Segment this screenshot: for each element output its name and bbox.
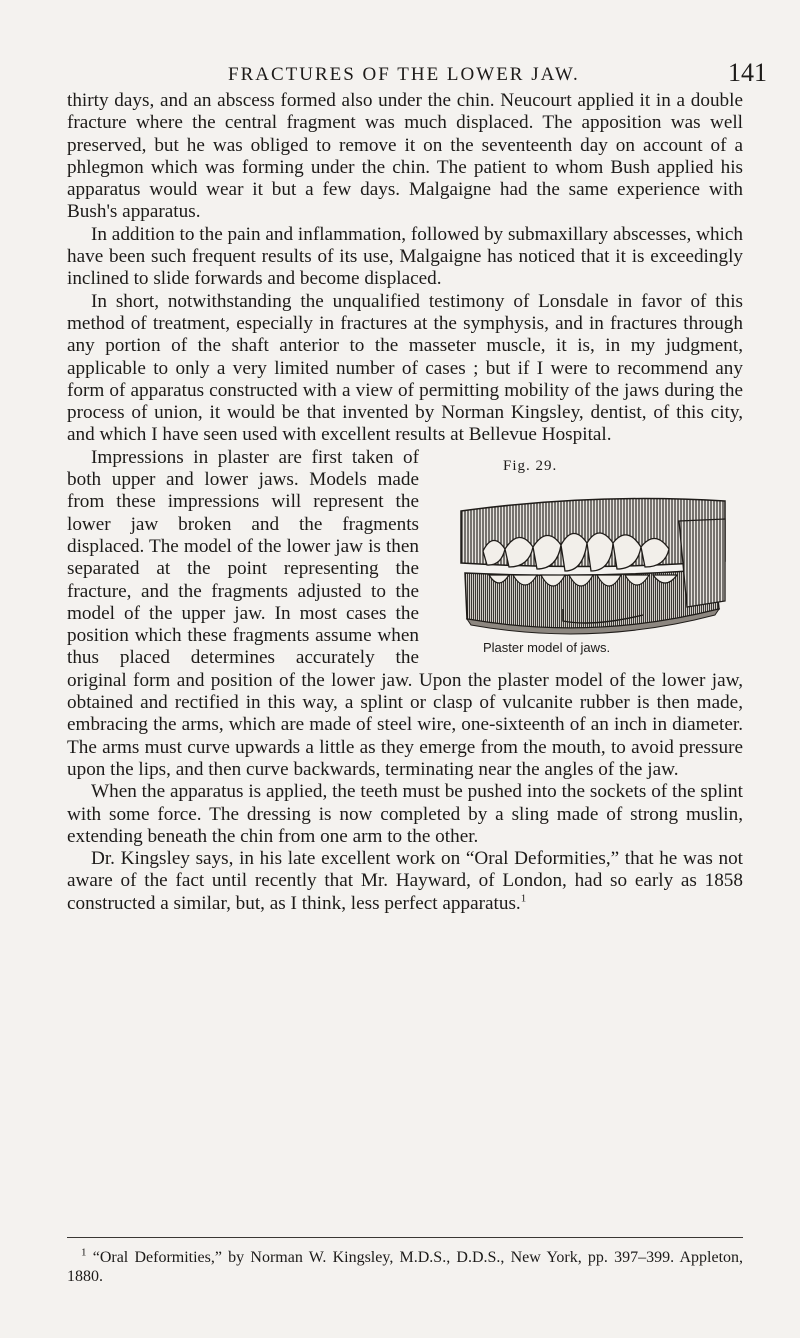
footnote-text: “Oral Deformities,” by Norman W. Kingsley, M.D.S., D.D.S., New York, pp. 397–399. Appleton, 1880. — [67, 1249, 744, 1285]
paragraph-4: Impressions in plaster are first taken of both upper and lower jaws. Models made from these impressions will represent the lower jaw broken and the fragments displaced. The model of the lower jaw is then separated at the point representing the fracture, and the fragments adjusted to the model of the upper jaw. In most cases the position which these fragments assume when thus placed determines accurately the original form and position of the lower jaw. Upon the plaster model of the lower jaw, obtained and rectified in this way, a splint or clasp of vulcanite rubber is then made, embracing the arms, which are made of steel wire, one-sixteenth of an inch in diameter. The arms must curve upwards a little as they emerge from the mouth, to avoid pressure upon the lips, and then curve backwards, terminating near the angles of the jaw. — [67, 446, 743, 780]
footnote-divider — [67, 1237, 743, 1238]
figure-29 — [433, 453, 743, 660]
figure-caption: Plaster model of jaws. — [483, 640, 611, 656]
footnote-number: 1 — [81, 1246, 87, 1259]
running-title: FRACTURES OF THE LOWER JAW. — [228, 64, 580, 85]
paragraph-3: In short, notwithstanding the unqualified testimony of Lonsdale in favor of this method of treatment, especially in fractures at the symphysis, and in fractures through any portion of the shaft anterior to the masseter muscle, it is, in my judgment, applicable to only a very limited number of cases ; but if I were to recommend any form of apparatus constructed with a view of permitting mobility of the jaws during the process of union, it would be that invented by Norman Kingsley, dentist, of this city, and which I have seen used with excellent results at Bellevue Hospital. — [67, 290, 743, 446]
paragraph-6 — [67, 848, 743, 915]
body-text — [67, 90, 743, 915]
paragraph-5: When the apparatus is applied, the teeth must be pushed into the sockets of the splint with some force. The dressing is now completed by a sling made of strong muslin, extending beneath the chin from one arm to the other. — [67, 781, 743, 847]
figure-number: Fig. 29. — [503, 457, 558, 474]
footnote — [67, 1248, 743, 1286]
plaster-jaw-model-illustration — [443, 491, 733, 641]
page-number: 141 — [728, 58, 767, 87]
paragraph-1: thirty days, and an abscess formed also under the chin. Neucourt applied it in a double fracture where the central fragment was much displaced. The apposition was well preserved, but he was obliged to remove it on the seventeenth day on account of a phlegmon which was forming under the chin. The patient to whom Bush applied his apparatus would wear it but a few days. Malgaigne had the same experience with Bush's apparatus. — [67, 90, 743, 223]
paragraph-2: In addition to the pain and inflammation, followed by submaxillary abscesses, which have been such frequent results of its use, Malgaigne has noticed that it is exceedingly inclined to slide forwards and become displaced. — [67, 223, 743, 290]
paragraph-6-text: Dr. Kingsley says, in his late excellent work on “Oral Deformities,” that he was not aware of the fact until recently that Mr. Hayward, of London, had so early as 1858 constructed a similar, but, as I think, less perfect apparatus. — [67, 848, 743, 914]
footnote-marker: 1 — [520, 892, 527, 905]
